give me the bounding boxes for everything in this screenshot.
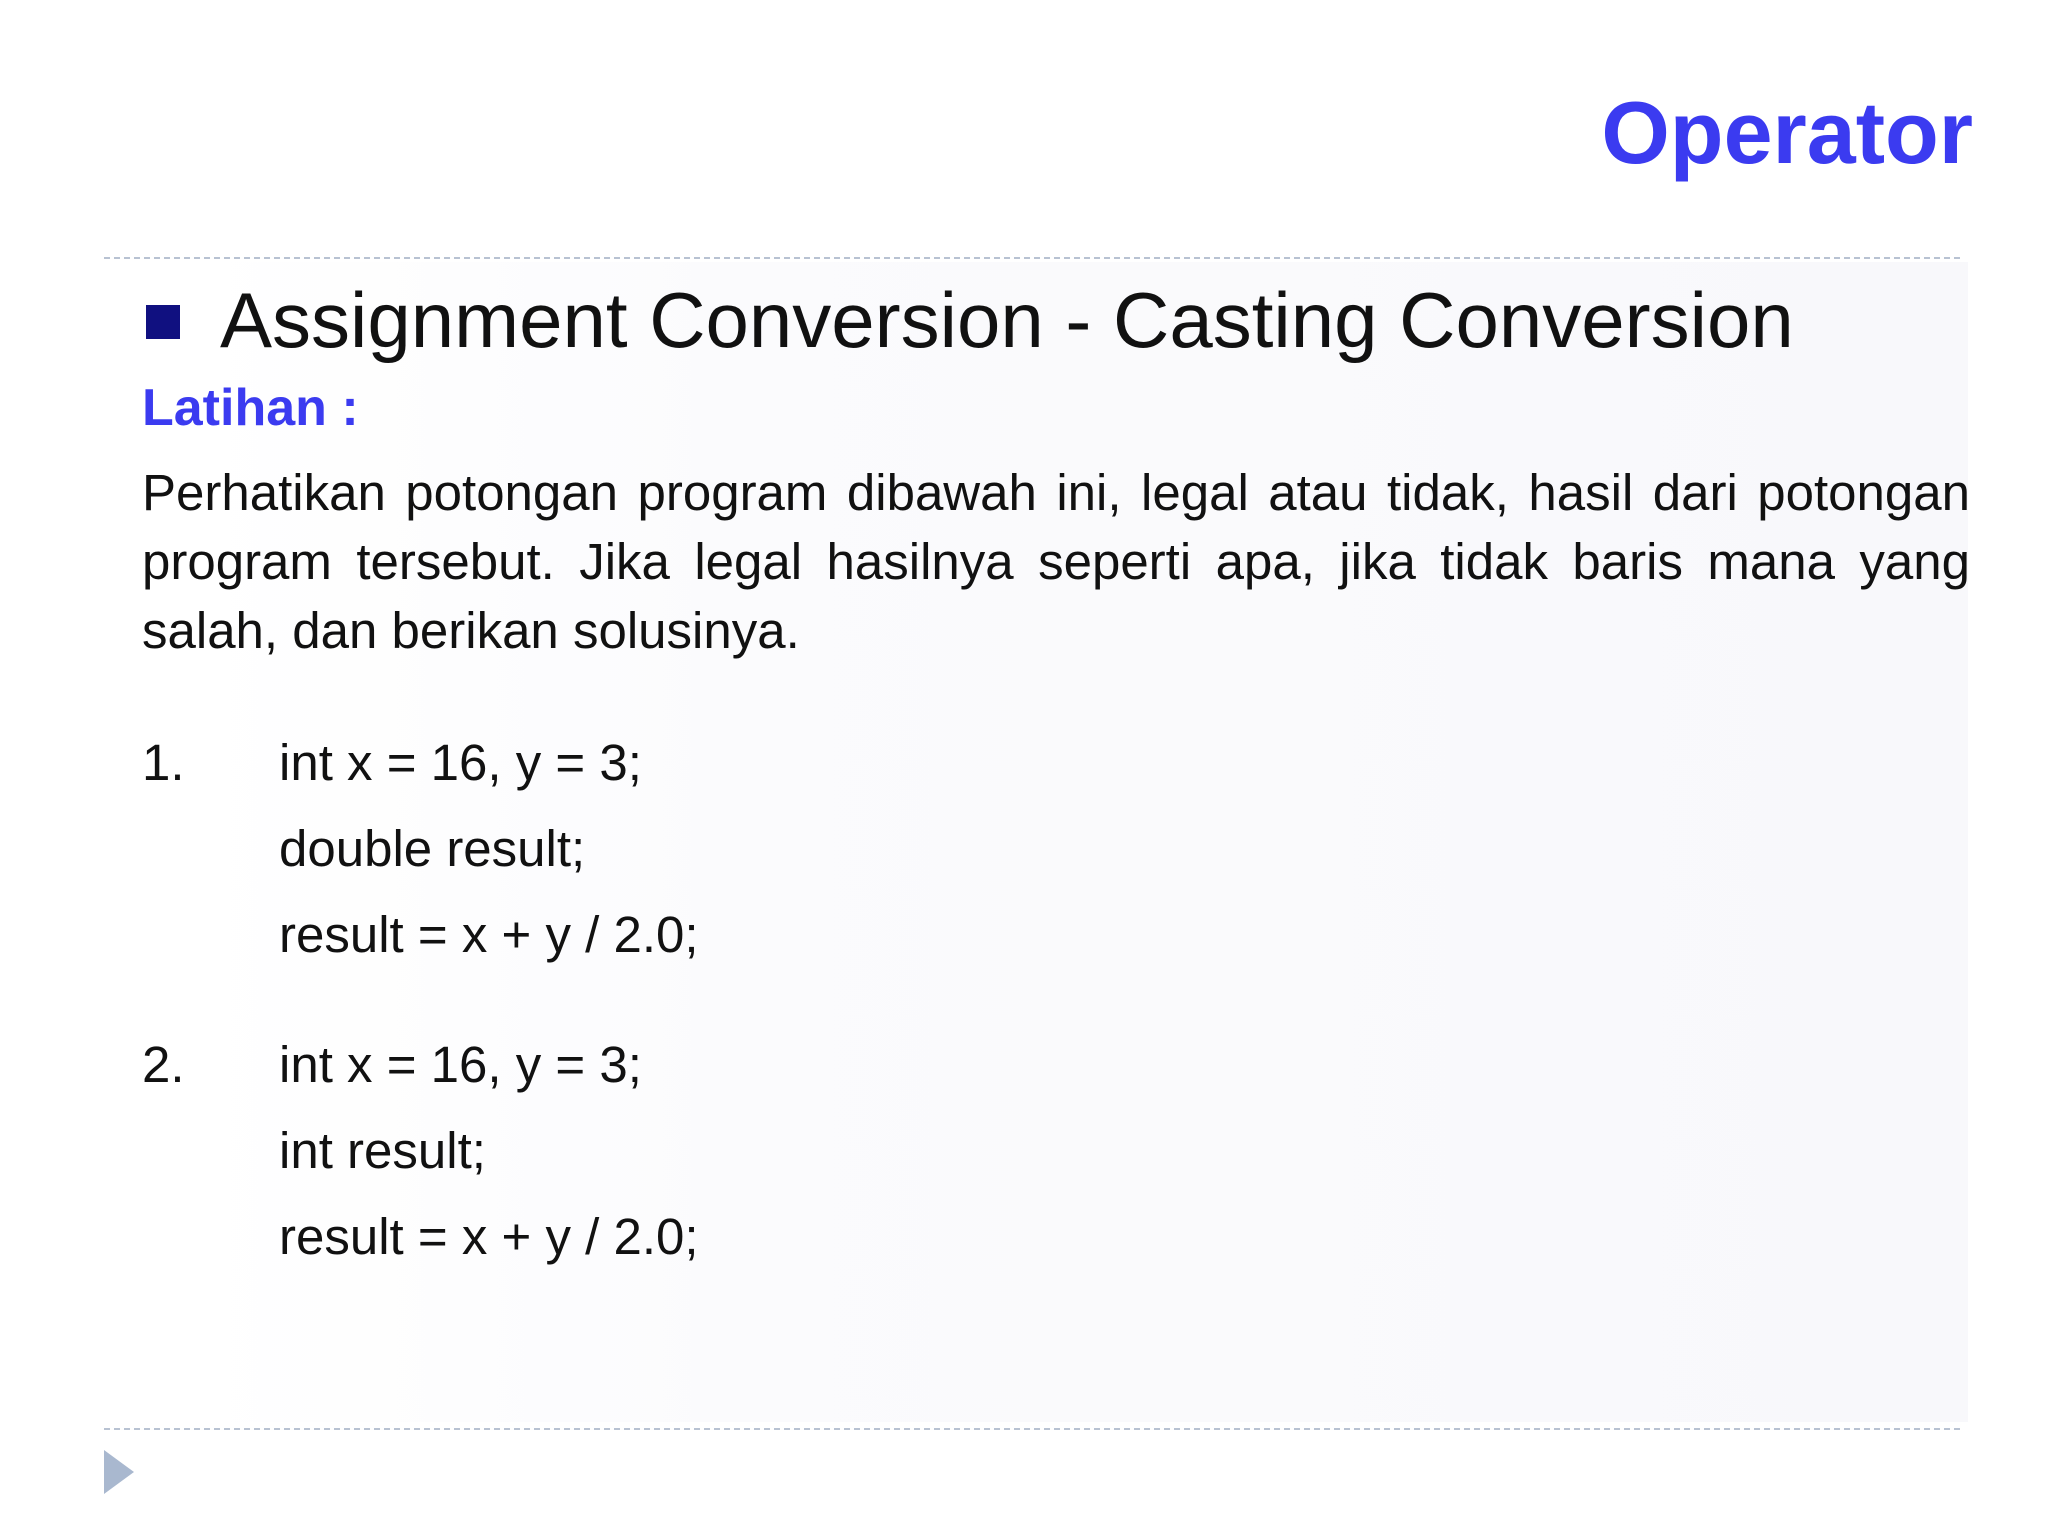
heading-row xyxy=(146,275,1794,365)
exercise-number: 1. xyxy=(142,734,185,791)
next-slide-triangle-icon[interactable] xyxy=(104,1450,134,1494)
code-line: int x = 16, y = 3; xyxy=(279,1036,642,1093)
exercise-label: Latihan : xyxy=(142,379,359,437)
exercise-number: 2. xyxy=(142,1036,185,1093)
code-snippet xyxy=(279,1030,699,1288)
section-heading: Assignment Conversion - Casting Conversion xyxy=(220,276,1794,364)
top-divider xyxy=(104,257,1960,259)
instruction-paragraph: Perhatikan potongan program dibawah ini, legal atau tidak, hasil dari potongan program tersebut. Jika legal hasilnya seperti apa, jika tidak baris mana yang salah, dan berikan solusinya. xyxy=(142,464,1970,659)
slide-title: Operator xyxy=(1601,83,1973,182)
code-line: int x = 16, y = 3; xyxy=(279,734,642,791)
code-line: result = x + y / 2.0; xyxy=(279,1208,699,1265)
code-line: double result; xyxy=(279,820,586,877)
square-bullet-icon xyxy=(146,305,180,339)
code-line: result = x + y / 2.0; xyxy=(279,906,699,963)
code-snippet xyxy=(279,728,699,986)
code-line: int result; xyxy=(279,1122,486,1179)
bottom-divider xyxy=(104,1428,1960,1430)
